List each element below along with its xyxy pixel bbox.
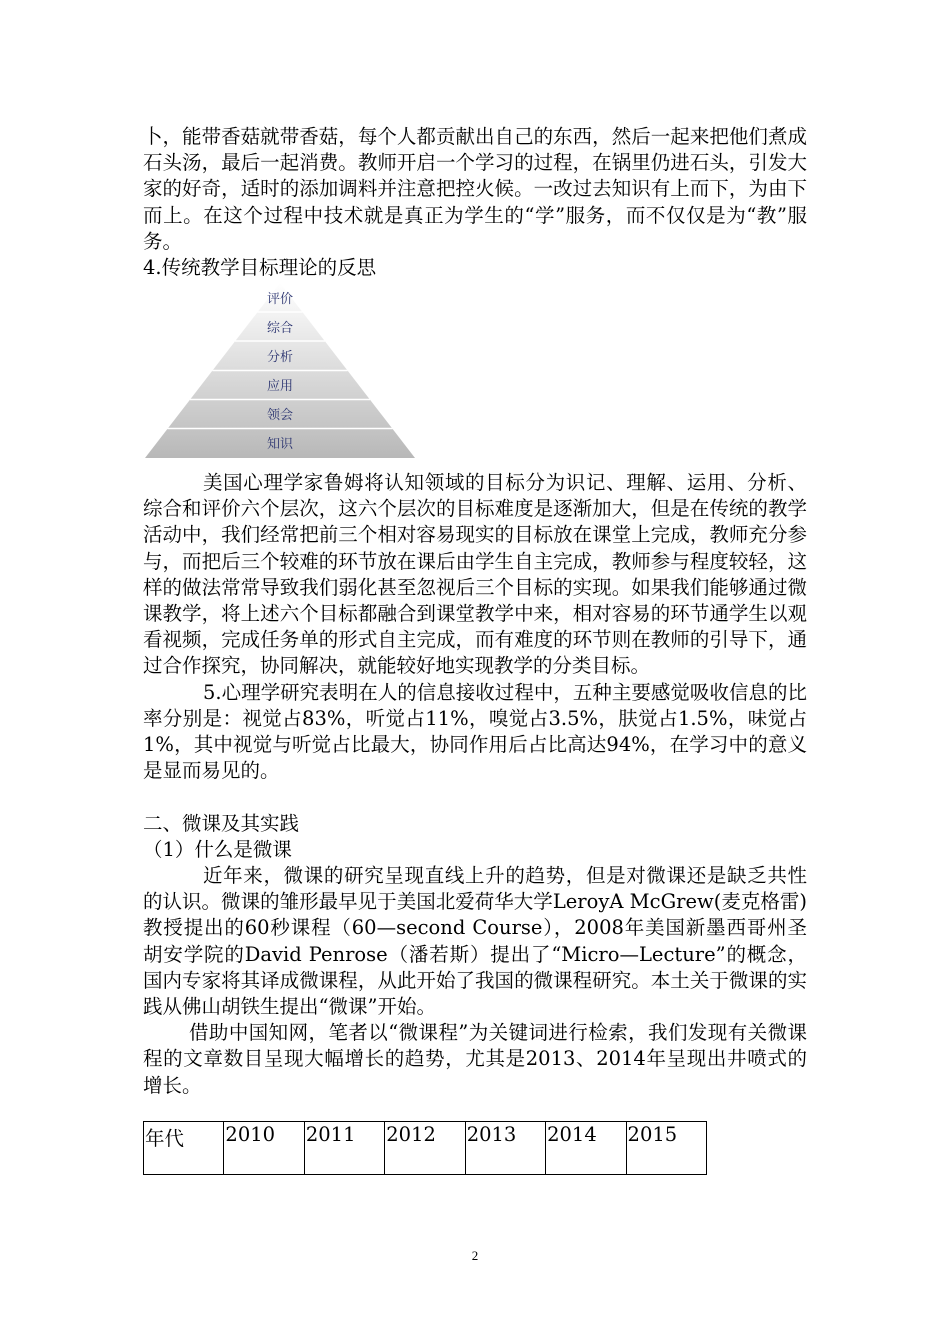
table-cell: 2014 xyxy=(546,1122,626,1175)
table-cell: 2012 xyxy=(385,1122,465,1175)
pyramid-level-knowledge: 知识 xyxy=(266,437,294,452)
cnki-paragraph: 借助中国知网，笔者以“微课程”为关键词进行检索，我们发现有关微课程的文章数目呈现大幅增长的趋势，尤其是2013、2014年呈现出井喷式的增长。 xyxy=(143,1021,807,1097)
bloom-pyramid xyxy=(145,283,415,458)
senses-paragraph: 5.心理学研究表明在人的信息接收过程中，五种主要感觉吸收信息的比率分别是：视觉占83%，听觉占11%，嗅觉占3.5%，肤觉占1.5%，味觉占1%，其中视觉与听觉占比最大，协同作用后占比高达94%，在学习中的意义是显而易见的。 xyxy=(143,680,807,783)
years-table xyxy=(143,1121,707,1175)
table-row xyxy=(144,1122,707,1175)
page-number: 2 xyxy=(471,1248,479,1263)
table-cell: 2011 xyxy=(304,1122,384,1175)
micro-lesson-paragraph: 近年来，微课的研究呈现直线上升的趋势，但是对微课还是缺乏共性的认识。微课的雏形最早见于美国北爱荷华大学LeroyA McGrew(麦克格雷)教授提出的60秒课程（60—second Course），2008年美国新墨西哥州圣胡安学院的David Penrose（潘若斯）提出了“Micro—Lecture”的概念，国内专家将其译成微课程，从此开始了我国的微课程研究。本土关于微课的实践从佛山胡铁生提出“微课”开始。 xyxy=(143,864,807,1019)
bloom-paragraph: 美国心理学家鲁姆将认知领域的目标分为识记、理解、运用、分析、综合和评价六个层次，这六个层次的目标难度是逐渐加大，但是在传统的教学活动中，我们经常把前三个相对容易现实的目标放在课堂上完成，教师充分参与，而把后三个较难的环节放在课后由学生自主完成，教师参与程度较轻，这样的做法常常导致我们弱化甚至忽视后三个目标的实现。如果我们能够通过微课教学，将上述六个目标都融合到课堂教学中来，相对容易的环节通学生以观看视频，完成任务单的形式自主完成，而有难度的环节则在教师的引导下，通过合作探究，协同解决，就能较好地实现教学的分类目标。 xyxy=(143,471,807,678)
pyramid-level-application: 应用 xyxy=(266,379,294,394)
table-cell: 2015 xyxy=(626,1122,706,1175)
table-cell: 年代 xyxy=(144,1122,224,1175)
pyramid-level-synthesis: 综合 xyxy=(266,321,294,336)
subsection-title: （1）什么是微课 xyxy=(143,837,292,861)
pyramid-level-evaluation: 评价 xyxy=(266,292,294,307)
paragraph-body xyxy=(143,470,807,1099)
pyramid-level-analysis: 分析 xyxy=(266,350,294,365)
pyramid-level-comprehension: 领会 xyxy=(266,408,294,423)
section-title: 二、微课及其实践 xyxy=(143,811,300,835)
blank-line xyxy=(143,784,807,810)
heading-4: 4.传统教学目标理论的反思 xyxy=(143,256,377,280)
table-cell: 2010 xyxy=(224,1122,304,1175)
paragraph-top xyxy=(143,124,807,281)
table-cell: 2013 xyxy=(465,1122,545,1175)
stone-soup-paragraph: 卜，能带香菇就带香菇，每个人都贡献出自己的东西，然后一起来把他们煮成石头汤，最后一起消费。教师开启一个学习的过程，在锅里仍进石头，引发大家的好奇，适时的添加调料并注意把控火候。一改过去知识有上而下，为由下而上。在这个过程中技术就是真正为学生的“学”服务，而不仅仅是为“教”服务。 xyxy=(143,125,807,253)
